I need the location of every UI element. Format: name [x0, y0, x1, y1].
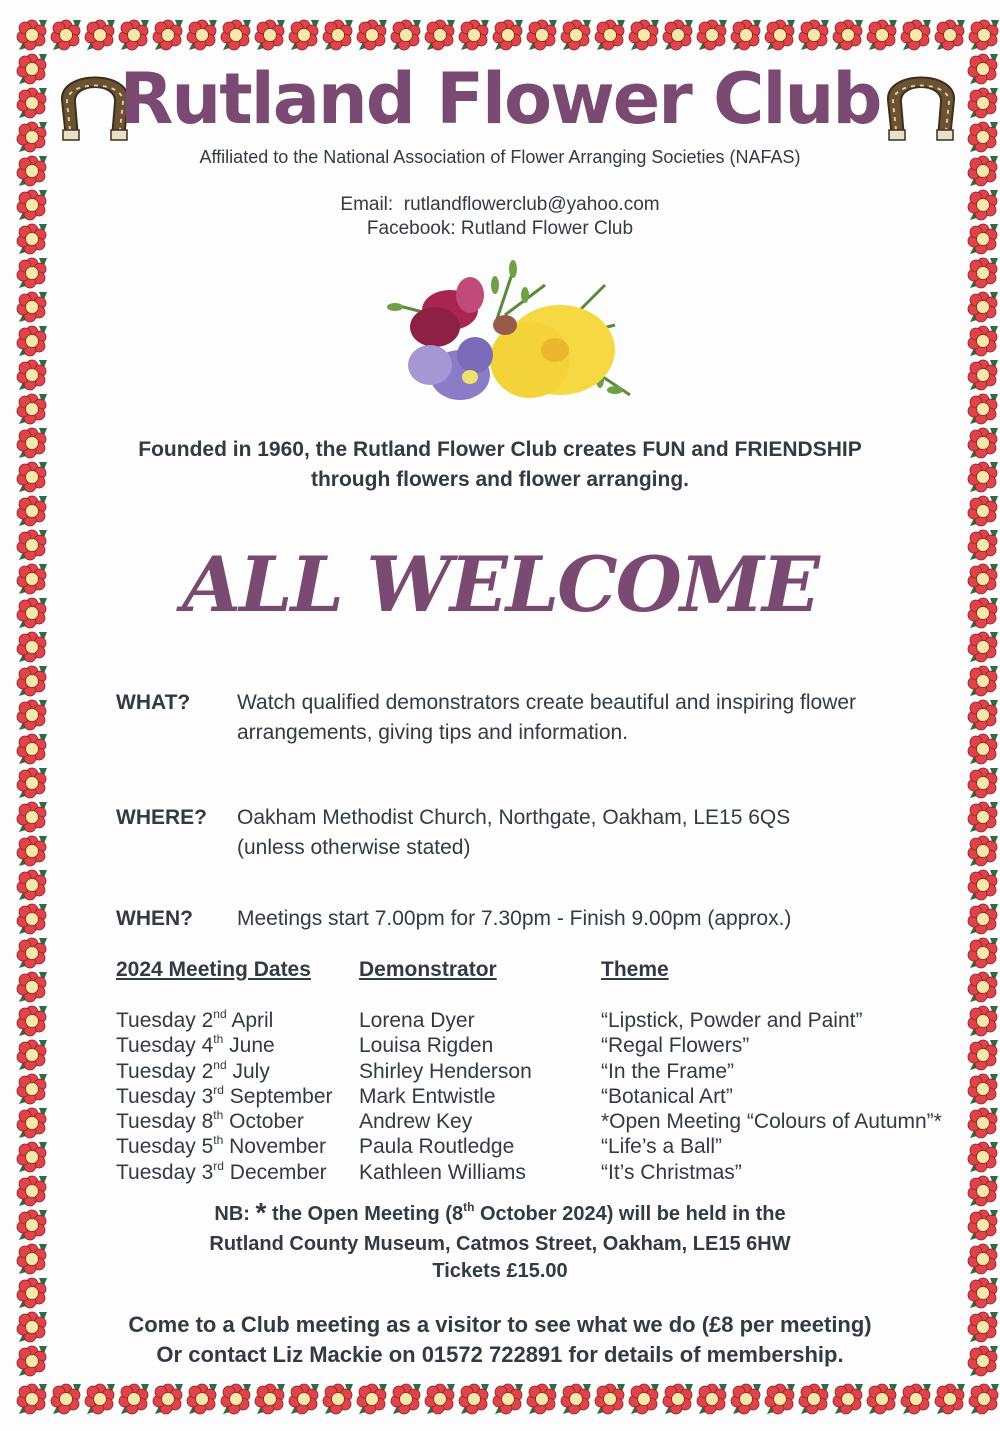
flower-icon — [966, 1038, 1000, 1072]
flower-icon — [15, 664, 49, 698]
open-meeting-note — [0, 1198, 1000, 1286]
schedule-theme: “Lipstick, Powder and Paint” — [601, 1009, 863, 1032]
schedule-theme: “It’s Christmas” — [601, 1160, 742, 1184]
flower-icon — [966, 392, 1000, 426]
flower-icon — [15, 698, 49, 732]
flower-icon — [865, 18, 899, 52]
flower-icon — [967, 18, 1000, 52]
flower-icon — [933, 1382, 967, 1416]
flower-icon — [966, 664, 1000, 698]
schedule-demonstrator: Kathleen Williams — [359, 1160, 526, 1184]
flower-icon — [661, 18, 695, 52]
flower-icon — [899, 18, 933, 52]
schedule-date: Tuesday 5th November — [116, 1133, 327, 1159]
demonstrator-column — [359, 1008, 532, 1185]
flower-icon — [15, 1072, 49, 1106]
flower-icon — [966, 494, 1000, 528]
flower-icon — [15, 324, 49, 358]
flower-icon — [15, 902, 49, 936]
flower-icon — [525, 18, 559, 52]
flower-icon — [966, 1004, 1000, 1038]
info-text-line: Meetings start 7.00pm for 7.30pm - Finish 9.00pm (approx.) — [237, 907, 792, 930]
flower-icon — [287, 1382, 321, 1416]
all-welcome-heading: ALL WELCOME — [182, 540, 818, 629]
info-text — [237, 904, 946, 934]
flower-icon — [253, 18, 287, 52]
asterisk-icon: * — [255, 1197, 267, 1228]
flower-icon — [865, 1382, 899, 1416]
flower-icon — [966, 630, 1000, 664]
flower-icon — [661, 1382, 695, 1416]
schedule-demonstrator: Shirley Henderson — [359, 1059, 532, 1083]
flower-icon — [695, 18, 729, 52]
flower-icon — [15, 1382, 49, 1416]
flower-icon — [966, 868, 1000, 902]
flower-icon — [966, 290, 1000, 324]
flower-icon — [831, 1382, 865, 1416]
flower-icon — [559, 18, 593, 52]
flower-icon — [797, 1382, 831, 1416]
flower-icon — [15, 392, 49, 426]
flower-icon — [83, 1382, 117, 1416]
info-label: WHERE? — [116, 806, 207, 829]
flower-icon — [966, 902, 1000, 936]
flower-border-right — [966, 52, 1000, 1378]
flower-icon — [899, 1382, 933, 1416]
flower-icon — [491, 18, 525, 52]
schedule-demonstrator: Mark Entwistle — [359, 1084, 496, 1108]
schedule-demonstrator: Paula Routledge — [359, 1135, 515, 1159]
visitor-line-2: Or contact Liz Mackie on 01572 722891 for details of membership. — [156, 1342, 844, 1367]
flower-icon — [219, 18, 253, 52]
ordinal-suffix: th — [463, 1200, 475, 1214]
flower-icon — [967, 1382, 1000, 1416]
flower-icon — [457, 1382, 491, 1416]
flower-icon — [15, 970, 49, 1004]
note-line-2: Rutland County Museum, Catmos Street, Oakham, LE15 6HW — [209, 1233, 791, 1255]
flower-icon — [15, 358, 49, 392]
flower-icon — [117, 18, 151, 52]
flower-icon — [457, 18, 491, 52]
info-text-line: Oakham Methodist Church, Northgate, Oakham, LE15 6QS — [237, 806, 791, 829]
flower-icon — [593, 1382, 627, 1416]
info-text-line: arrangements, giving tips and information. — [237, 721, 629, 744]
flower-icon — [423, 18, 457, 52]
flower-icon — [15, 1140, 49, 1174]
flower-icon — [185, 18, 219, 52]
info-where — [116, 803, 946, 863]
flower-icon — [15, 18, 49, 52]
schedule-date: Tuesday 3rd September — [116, 1082, 333, 1108]
info-what — [116, 688, 946, 748]
flower-icon — [15, 1106, 49, 1140]
flower-icon — [797, 18, 831, 52]
flower-icon — [966, 256, 1000, 290]
visitor-line-1: Come to a Club meeting as a visitor to see what we do (£8 per meeting) — [128, 1312, 872, 1337]
flower-icon — [559, 1382, 593, 1416]
flower-icon — [287, 18, 321, 52]
schedule-theme: “Life’s a Ball” — [601, 1135, 722, 1159]
flower-icon — [15, 732, 49, 766]
flower-icon — [593, 18, 627, 52]
flower-icon — [355, 1382, 389, 1416]
flower-icon — [15, 630, 49, 664]
flower-icon — [15, 494, 49, 528]
flower-icon — [253, 1382, 287, 1416]
flower-icon — [695, 1382, 729, 1416]
info-when — [116, 904, 946, 934]
schedule-demonstrator: Louisa Rigden — [359, 1034, 494, 1058]
flower-icon — [966, 1106, 1000, 1140]
flower-icon — [15, 834, 49, 868]
schedule-date: Tuesday 2nd July — [116, 1057, 270, 1083]
flower-icon — [966, 834, 1000, 868]
contact-block — [0, 193, 1000, 241]
flower-icon — [966, 324, 1000, 358]
flower-icon — [966, 800, 1000, 834]
schedule-date: Tuesday 4th June — [116, 1032, 275, 1058]
flower-icon — [15, 1038, 49, 1072]
flower-icon — [389, 18, 423, 52]
club-title: Rutland Flower Club — [119, 58, 881, 140]
flower-icon — [966, 936, 1000, 970]
founded-line-1: Founded in 1960, the Rutland Flower Club creates FUN and FRIENDSHIP — [138, 438, 862, 461]
header-theme: Theme — [601, 958, 669, 981]
schedule-date: Tuesday 3rd December — [116, 1158, 327, 1184]
flower-icon — [763, 1382, 797, 1416]
note-line-1 — [0, 1198, 1000, 1229]
theme-column — [601, 1008, 942, 1185]
info-text — [237, 803, 946, 863]
schedule-theme: “Regal Flowers” — [601, 1034, 750, 1058]
flower-icon — [966, 766, 1000, 800]
info-text — [237, 688, 946, 748]
dates-column — [116, 1008, 333, 1185]
flower-icon — [729, 1382, 763, 1416]
flower-icon — [15, 1004, 49, 1038]
schedule-date: Tuesday 8th October — [116, 1108, 304, 1134]
flower-icon — [966, 1072, 1000, 1106]
flower-icon — [15, 800, 49, 834]
flower-icon — [219, 1382, 253, 1416]
info-label: WHEN? — [116, 907, 193, 930]
schedule-theme: *Open Meeting “Colours of Autumn”* — [601, 1110, 942, 1134]
schedule-theme: “Botanical Art” — [601, 1084, 733, 1108]
flower-icon — [933, 18, 967, 52]
flower-icon — [15, 936, 49, 970]
flower-icon — [491, 1382, 525, 1416]
schedule-date: Tuesday 2nd April — [116, 1007, 274, 1032]
schedule-demonstrator: Andrew Key — [359, 1110, 473, 1134]
flower-icon — [15, 766, 49, 800]
note-text: the Open Meeting (8 — [266, 1203, 464, 1225]
flower-icon — [49, 1382, 83, 1416]
flower-border-top — [15, 18, 1000, 52]
flower-icon — [729, 18, 763, 52]
note-prefix: NB: — [214, 1203, 256, 1225]
flower-icon — [966, 1140, 1000, 1174]
flower-icon — [15, 290, 49, 324]
affiliation-text: Affiliated to the National Association of Flower Arranging Societies (NAFAS) — [199, 147, 801, 167]
flower-icon — [15, 868, 49, 902]
flower-border-left — [15, 52, 49, 1378]
flower-icon — [966, 732, 1000, 766]
flower-icon — [763, 18, 797, 52]
flower-icon — [966, 970, 1000, 1004]
header-dates: 2024 Meeting Dates — [116, 958, 311, 981]
email-line: Email: rutlandflowerclub@yahoo.com — [340, 194, 660, 215]
note-text: October 2024) will be held in the — [474, 1203, 786, 1225]
flower-icon — [627, 18, 661, 52]
flower-icon — [321, 18, 355, 52]
flower-icon — [627, 1382, 661, 1416]
schedule-demonstrator: Lorena Dyer — [359, 1009, 475, 1032]
visitor-info — [0, 1310, 1000, 1370]
flower-icon — [423, 1382, 457, 1416]
facebook-line: Facebook: Rutland Flower Club — [366, 218, 634, 239]
flower-icon — [355, 18, 389, 52]
flower-icon — [525, 1382, 559, 1416]
flower-border-bottom — [15, 1382, 1000, 1416]
flower-icon — [966, 358, 1000, 392]
header-demonstrator: Demonstrator — [359, 958, 497, 981]
flower-icon — [966, 698, 1000, 732]
flower-icon — [321, 1382, 355, 1416]
flower-icon — [15, 256, 49, 290]
flower-icon — [151, 1382, 185, 1416]
flower-icon — [831, 18, 865, 52]
flower-icon — [83, 18, 117, 52]
info-text-line: (unless otherwise stated) — [237, 836, 471, 859]
info-text-line: Watch qualified demonstrators create beautiful and inspiring flower — [237, 691, 857, 714]
founded-line-2: through flowers and flower arranging. — [310, 468, 690, 491]
note-line-3: Tickets £15.00 — [432, 1260, 568, 1282]
flower-icon — [151, 18, 185, 52]
flower-icon — [49, 18, 83, 52]
founded-statement — [0, 435, 1000, 495]
freesia-bouquet-image — [375, 255, 635, 415]
info-label: WHAT? — [116, 691, 191, 714]
flower-icon — [117, 1382, 151, 1416]
schedule-theme: “In the Frame” — [601, 1059, 735, 1083]
flower-icon — [185, 1382, 219, 1416]
flower-icon — [389, 1382, 423, 1416]
